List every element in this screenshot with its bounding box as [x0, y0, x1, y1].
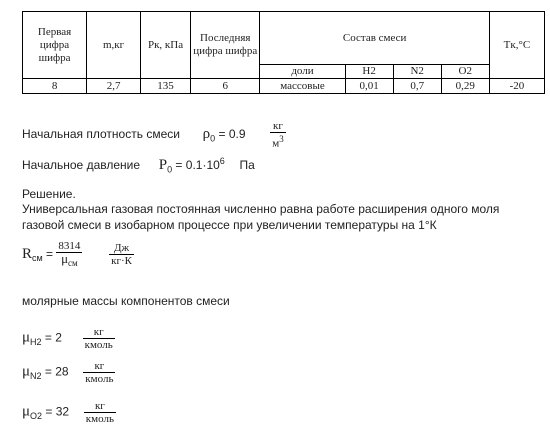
- subheader-o2: O2: [441, 65, 489, 79]
- density-unit: $\frac{кг}{м^3}$: [272, 120, 284, 150]
- value-fractions: массовые: [260, 79, 345, 94]
- header-pressure: Pк, кПа: [141, 12, 191, 79]
- value-last-digit: 6: [191, 79, 260, 94]
- header-mass: m,кг: [87, 12, 141, 79]
- pressure-line: [22, 156, 255, 174]
- value-temperature: -20: [489, 79, 544, 94]
- pressure-exp: 6: [219, 156, 225, 166]
- density-label: Начальная плотность смеси: [22, 127, 180, 141]
- header-mixture: Состав смеси: [260, 12, 489, 65]
- pressure-value: = 0.1·10: [175, 158, 220, 172]
- solution-line-1: Универсальная газовая постоянная численно равна работе расширения одного моля: [22, 202, 500, 216]
- density-line: [22, 120, 286, 150]
- r-unit: $\frac{Дж}{кг\cdot К}$: [111, 242, 132, 268]
- value-n2: 0,7: [393, 79, 441, 94]
- header-last-digit: Последняя цифра шифра: [191, 12, 260, 79]
- parameters-table: [22, 11, 545, 94]
- molar-h2: $\mu_{H2} = 2$ $\frac{кг}{\text{кмоль}}$: [22, 326, 113, 351]
- pressure-unit: Па: [239, 158, 255, 172]
- pressure-sub: 0: [167, 164, 173, 175]
- r-formula: $R_{см}$ = $\frac{8314}{\mu_{см}}$ $\frac{Дж}{кг\cdot К}$: [22, 240, 132, 269]
- density-value: = 0.9: [218, 127, 246, 141]
- molar-o2-unit: $\frac{кг}{\text{кмоль}}$: [85, 400, 114, 425]
- r-sub: см: [32, 253, 43, 264]
- subheader-n2: N2: [393, 65, 441, 79]
- pressure-label: Начальное давление: [22, 158, 141, 172]
- molar-h2-unit: $\frac{кг}{\text{кмоль}}$: [84, 326, 113, 351]
- molar-n2: $\mu_{N2} = 28$ $\frac{кг}{\text{кмоль}}$: [22, 360, 114, 385]
- solution-line-2: газовой смеси в изобарном процессе при увеличении температуры на 1°К: [22, 218, 437, 232]
- value-h2: 0,01: [345, 79, 393, 94]
- header-temperature: Tк,°С: [489, 12, 544, 79]
- molar-label: молярные массы компонентов смеси: [22, 294, 230, 308]
- molar-n2-unit: $\frac{кг}{\text{кмоль}}$: [85, 360, 114, 385]
- subheader-h2: H2: [345, 65, 393, 79]
- density-sub: 0: [210, 133, 216, 144]
- value-first-digit: 8: [23, 79, 87, 94]
- subheader-fractions: доли: [260, 65, 345, 79]
- header-first-digit: Первая цифра шифра: [23, 12, 87, 79]
- r-fraction: $\frac{8314}{\mu_{см}}$: [58, 240, 81, 269]
- pressure-symbol: P: [158, 157, 168, 173]
- value-pressure: 135: [141, 79, 191, 94]
- r-symbol: R: [22, 245, 33, 262]
- value-o2: 0,29: [441, 79, 489, 94]
- solution-title: Решение.: [22, 187, 76, 201]
- molar-o2: $\mu_{O2} = 32$ $\frac{кг}{\text{кмоль}}$: [22, 400, 114, 425]
- value-mass: 2,7: [87, 79, 141, 94]
- density-symbol: ρ: [202, 126, 211, 142]
